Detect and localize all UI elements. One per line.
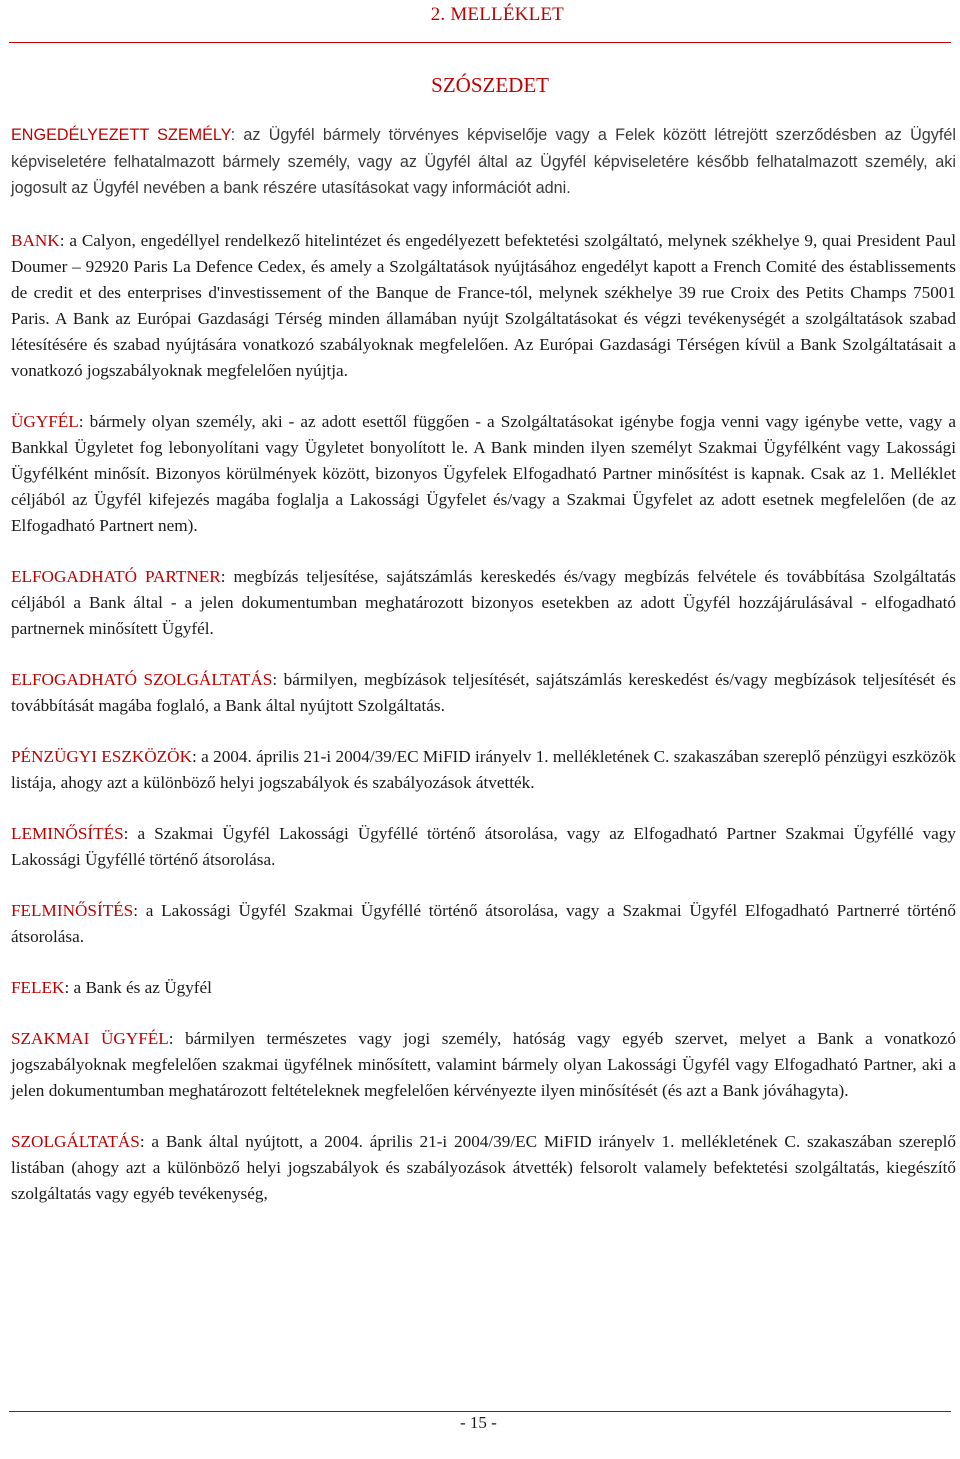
entry-definition: : megbízás teljesítése, sajátszámlás kereskedés és/vagy megbízás felvétele és továbbítása Szolgáltatás céljából a Bank által - a jelen dokumentumban meghatározott bizonyos esetekben az adott Ügyfél hozzájárulásával - elfogadható partnernek minősített Ügyfél. bbox=[11, 566, 956, 638]
entry-term: LEMINŐSÍTÉS bbox=[11, 823, 124, 843]
footer-divider bbox=[9, 1411, 951, 1412]
entry-definition: : a Lakossági Ügyfél Szakmai Ügyféllé történő átsorolása, vagy a Szakmai Ügyfél Elfogadható Partnerré történő átsorolása. bbox=[11, 900, 956, 946]
glossary-title: SZÓSZEDET bbox=[431, 73, 549, 97]
entry-term: SZOLGÁLTATÁS bbox=[11, 1131, 140, 1151]
header-divider bbox=[9, 42, 951, 43]
entry-term: ELFOGADHATÓ PARTNER bbox=[11, 566, 221, 586]
glossary-entry-penzugyi-eszkozok bbox=[11, 744, 956, 796]
glossary-entry-felek bbox=[11, 975, 956, 1001]
entry-definition: : a Calyon, engedéllyel rendelkező hitelintézet és engedélyezett befektetési szolgáltató, melynek székhelye 9, quai President Paul Doumer – 92920 Paris La Defence Cedex, és amely a Szolgáltatások nyújtásához engedélyt kapott a French Comité des éstablissements de credit et des enterprises d'investissement of the Banque de France-tól, melynek székhelye 39 rue Croix des Petits Champs 75001 Paris. A Bank az Európai Gazdasági Térség minden államában nyújt Szolgáltatásokat és végzi tevékenységét a szolgáltatások szabad létesítésére és szabad nyújtására vonatkozó szabályoknak megfelelően. Az Európai Gazdasági Térségen kívül a Bank Szolgáltatásait a vonatkozó jogszabályoknak megfelelően nyújtja. bbox=[11, 230, 956, 380]
entry-term: ÜGYFÉL bbox=[11, 411, 79, 431]
entry-term: ENGEDÉLYEZETT SZEMÉLY bbox=[11, 126, 231, 144]
entry-term: ELFOGADHATÓ SZOLGÁLTATÁS bbox=[11, 669, 273, 689]
page-number: - 15 - bbox=[460, 1413, 497, 1432]
glossary-entry-szolgaltatas bbox=[11, 1129, 956, 1207]
entry-definition: : bármely olyan személy, aki - az adott esettől függően - a Szolgáltatásokat igénybe fogja venni vagy igénybe vette, vagy a Bankkal Ügyletet fog lebonyolítani vagy Ügyletet bonyolított le. A Bank minden ilyen személyt Szakmai Ügyfélként vagy Lakossági Ügyfélként minősít. Bizonyos körülmények között, bizonyos Ügyfelek Elfogadható Partner minősítést is kapnak. Csak az 1. Melléklet céljából az Ügyfél kifejezés magába foglalja a Lakossági Ügyfelet és/vagy a Szakmai Ügyfelet az adott esetnek megfelelően (de az Elfogadható Partnert nem). bbox=[11, 411, 956, 535]
entry-definition: : a Bank és az Ügyfél bbox=[64, 977, 212, 997]
entry-term: FELMINŐSÍTÉS bbox=[11, 900, 134, 920]
entry-definition: : a Szakmai Ügyfél Lakossági Ügyféllé történő átsorolása, vagy az Elfogadható Partner Szakmai Ügyféllé vagy Lakossági Ügyféllé történő átsorolása. bbox=[11, 823, 956, 869]
entry-definition: : bármilyen, megbízások teljesítését, sajátszámlás kereskedést és/vagy megbízások teljesítését és továbbítását magába foglaló, a Bank által nyújtott Szolgáltatás. bbox=[11, 669, 956, 715]
glossary-entry-engedelyezett-szemely bbox=[11, 122, 956, 202]
glossary-entry-felminosites bbox=[11, 898, 956, 950]
annex-title: 2. MELLÉKLET bbox=[430, 4, 564, 25]
glossary-entry-szakmai-ugyfel bbox=[11, 1026, 956, 1104]
entry-definition: : a 2004. április 21-i 2004/39/EC MiFID irányelv 1. mellékletének C. szakaszában szereplő pénzügyi eszközök listája, ahogy azt a különböző helyi jogszabályok és szabályozások átvették. bbox=[11, 746, 956, 792]
entry-term: FELEK bbox=[11, 977, 65, 997]
glossary-entry-elfogadhato-partner bbox=[11, 564, 956, 642]
glossary-entry-bank bbox=[11, 228, 956, 384]
glossary-entry-leminosites bbox=[11, 821, 956, 873]
entry-definition: : a Bank által nyújtott, a 2004. április 21-i 2004/39/EC MiFID irányelv 1. mellékletének C. szakaszában szereplő listában (ahogy azt a különböző helyi jogszabályok és szabályozások átvették) felsorolt valamely befektetési szolgáltatás, kiegészítő szolgáltatás vagy egyéb tevékenység, bbox=[11, 1131, 956, 1203]
entry-definition: : bármilyen természetes vagy jogi személy, hatóság vagy egyéb szervet, melyet a Bank a vonatkozó jogszabályoknak megfelelően szakmai ügyfélnek minősített, valamint bármely olyan Lakossági Ügyfél vagy Elfogadható Partner, aki a jelen dokumentumban meghatározott feltételeknek megfelelően kérvényezte ilyen minősítését (és azt a Bank jóváhagyta). bbox=[11, 1028, 956, 1100]
entry-term: PÉNZÜGYI ESZKÖZÖK bbox=[11, 746, 192, 766]
entry-definition: : az Ügyfél bármely törvényes képviselője vagy a Felek között létrejött szerződésben az Ügyfél képviseletére felhatalmazott bármely személy, vagy az Ügyfél által az Ügyfél képviseletére később felhatalmazott személy, aki jogosult az Ügyfél nevében a bank részére utasításokat vagy információt adni. bbox=[11, 126, 956, 197]
glossary-entry-ugyfel bbox=[11, 409, 956, 539]
entry-term: SZAKMAI ÜGYFÉL bbox=[11, 1028, 169, 1048]
glossary-entries bbox=[11, 122, 956, 1232]
entry-term: BANK bbox=[11, 230, 60, 250]
glossary-entry-elfogadhato-szolgaltatas bbox=[11, 667, 956, 719]
